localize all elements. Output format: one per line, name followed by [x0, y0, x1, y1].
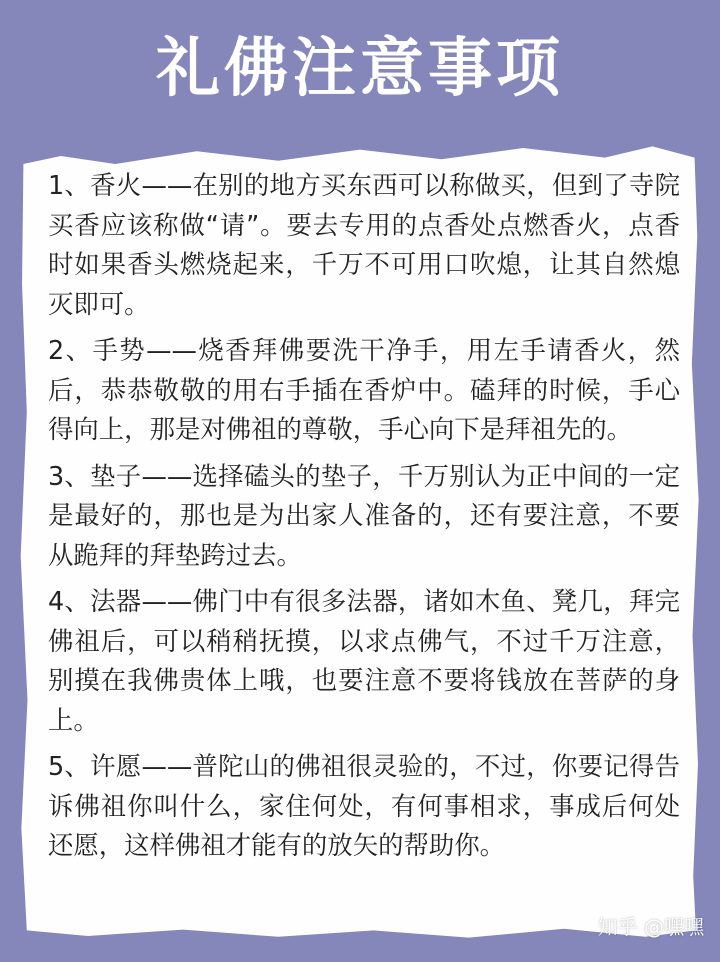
- page-title: 礼佛注意事项: [156, 32, 564, 106]
- paragraph-incense: 1、香火——在别的地方买东西可以称做买，但到了寺院买香应该称做“请”。要去专用的点香处点燃香火，点香时如果香头燃烧起来，千万不可用口吹熄，让其自然熄灭即可。: [48, 170, 680, 319]
- paragraph-wish: 5、许愿——普陀山的佛祖很灵验的，不过，你要记得告诉佛祖你叫什么，家住何处，有何事相求，事成后何处还愿，这样佛祖才能有的放矢的帮助你。: [48, 751, 680, 860]
- content-body: [48, 166, 680, 873]
- paragraph-gesture: 2、手势——烧香拜佛要洗干净手，用左手请香火，然后，恭恭敬敬的用右手插在香炉中。磕拜的时候，手心得向上，那是对佛祖的尊敬，手心向下是拜祖先的。: [48, 335, 680, 444]
- watermark: 知乎 @嘿嘿: [597, 915, 704, 939]
- paragraph-instruments: 4、法器——佛门中有很多法器，诸如木鱼、凳几，拜完佛祖后，可以稍稍抚摸，以求点佛气，不过千万注意，别摸在我佛贵体上哦，也要注意不要将钱放在菩萨的身上。: [48, 586, 680, 735]
- paragraph-cushion: 3、垫子——选择磕头的垫子，千万别认为正中间的一定是最好的，那也是为出家人准备的，还有要注意，不要从跪拜的拜垫跨过去。: [48, 460, 680, 570]
